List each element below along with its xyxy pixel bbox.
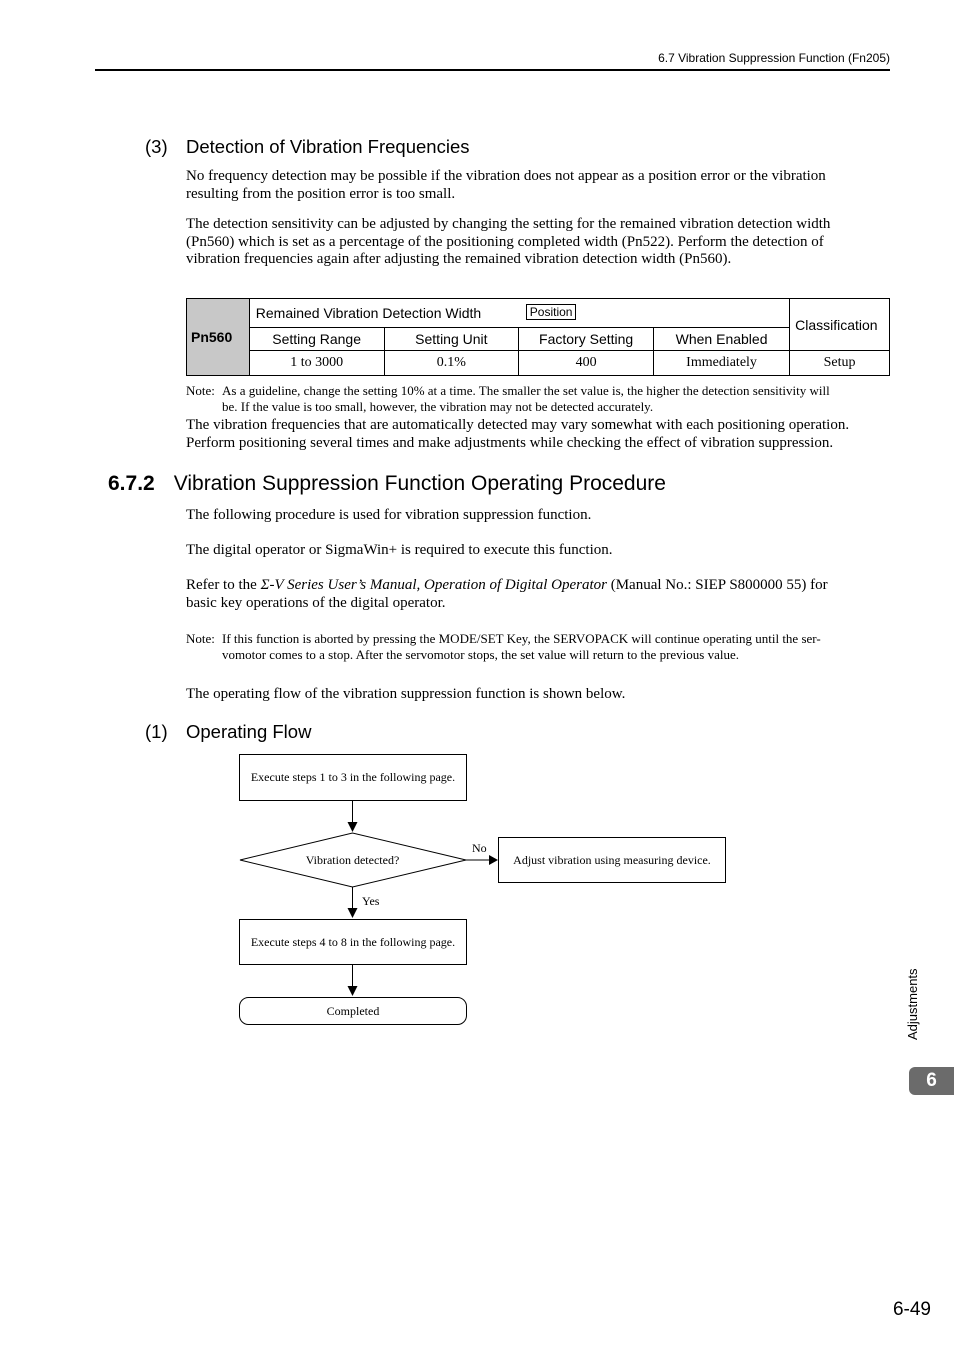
text-line: vibration frequencies again after adjusting the remained vibration detection width (Pn560).	[186, 251, 732, 268]
value-when-enabled: Immediately	[654, 351, 790, 376]
subsection-title: Detection of Vibration Frequencies	[186, 136, 470, 157]
flow-yes-label: Yes	[362, 894, 380, 908]
paragraph-flow-intro: The operating flow of the vibration suppression function is shown below.	[186, 686, 626, 702]
param-number: Pn560	[187, 299, 250, 376]
flow-no-label: No	[472, 841, 487, 855]
paragraph-required: The digital operator or SigmaWin+ is required to execute this function.	[186, 542, 613, 558]
note-label: Note:	[186, 383, 215, 398]
note-line: vomotor comes to a stop. After the servomotor stops, the set value will return to the previous value.	[222, 647, 740, 662]
flow-adjust-text: Adjust vibration using measuring device.	[513, 853, 711, 867]
flow-arrowhead	[348, 986, 358, 996]
position-tag: Position	[526, 304, 577, 320]
text-line: Perform positioning several times and make adjustments while checking the effect of vibration suppression.	[186, 434, 834, 451]
note-line: If this function is aborted by pressing the MODE/SET Key, the SERVOPACK will continue operating until the ser-	[222, 631, 821, 646]
text-span: Refer to the	[186, 577, 261, 593]
flow-step2-text: Execute steps 4 to 8 in the following page.	[250, 935, 456, 949]
text-line: (Pn560) which is set as a percentage of the positioning completed width (Pn522). Perform the detection of	[186, 233, 824, 250]
text-line: No frequency detection may be possible if the vibration does not appear as a position error or the vibration	[186, 168, 826, 184]
subsection-number: (1)	[145, 721, 168, 742]
header-when-enabled: When Enabled	[654, 328, 790, 351]
chapter-tab: 6	[909, 1067, 954, 1095]
running-header: 6.7 Vibration Suppression Function (Fn205)	[658, 51, 890, 65]
text-line: The detection sensitivity can be adjusted by changing the setting for the remained vibration detection width	[186, 216, 831, 232]
text-line: The vibration frequencies that are automatically detected may vary somewhat with each positioning operation.	[186, 417, 850, 433]
header-setting-unit: Setting Unit	[384, 328, 519, 351]
text-line: basic key operations of the digital operator.	[186, 594, 446, 611]
param-name: Remained Vibration Detection Width	[255, 305, 482, 321]
classification-header: Classification	[790, 299, 890, 351]
text-span: (Manual No.: SIEP S800000 55) for	[606, 577, 828, 593]
flow-arrowhead	[489, 855, 498, 865]
subsection-title: Operating Flow	[186, 721, 312, 742]
flow-arrowhead	[348, 908, 358, 918]
header-setting-range: Setting Range	[249, 328, 384, 351]
header-factory-setting: Factory Setting	[519, 328, 654, 351]
side-chapter-label: Adjustments	[905, 968, 920, 1040]
note-line: As a guideline, change the setting 10% at a time. The smaller the set value is, the higher the detection sensitivity will	[222, 383, 830, 398]
note-label: Note:	[186, 631, 215, 646]
manual-title: Σ-V Series User’s Manual, Operation of Digital Operator	[260, 577, 607, 593]
flow-decision-text: Vibration detected?	[305, 853, 400, 867]
paragraph-procedure: The following procedure is used for vibration suppression function.	[186, 507, 592, 523]
value-setting-range: 1 to 3000	[249, 351, 384, 376]
text-line: resulting from the position error is too small.	[186, 185, 456, 202]
value-classification: Setup	[790, 351, 890, 376]
note-line: be. If the value is too small, however, the vibration may not be detected accurately.	[222, 399, 654, 414]
section-title: Vibration Suppression Function Operating Procedure	[173, 472, 666, 495]
section-number: 6.7.2	[108, 472, 155, 495]
subsection-number: (3)	[145, 136, 168, 157]
flow-step1-text: Execute steps 1 to 3 in the following page.	[250, 770, 456, 784]
page-number: 6-49	[892, 1299, 931, 1320]
flow-end-text: Completed	[326, 1004, 380, 1018]
value-setting-unit: 0.1%	[384, 351, 519, 376]
flow-arrowhead	[348, 822, 358, 832]
value-factory-setting: 400	[519, 351, 654, 376]
